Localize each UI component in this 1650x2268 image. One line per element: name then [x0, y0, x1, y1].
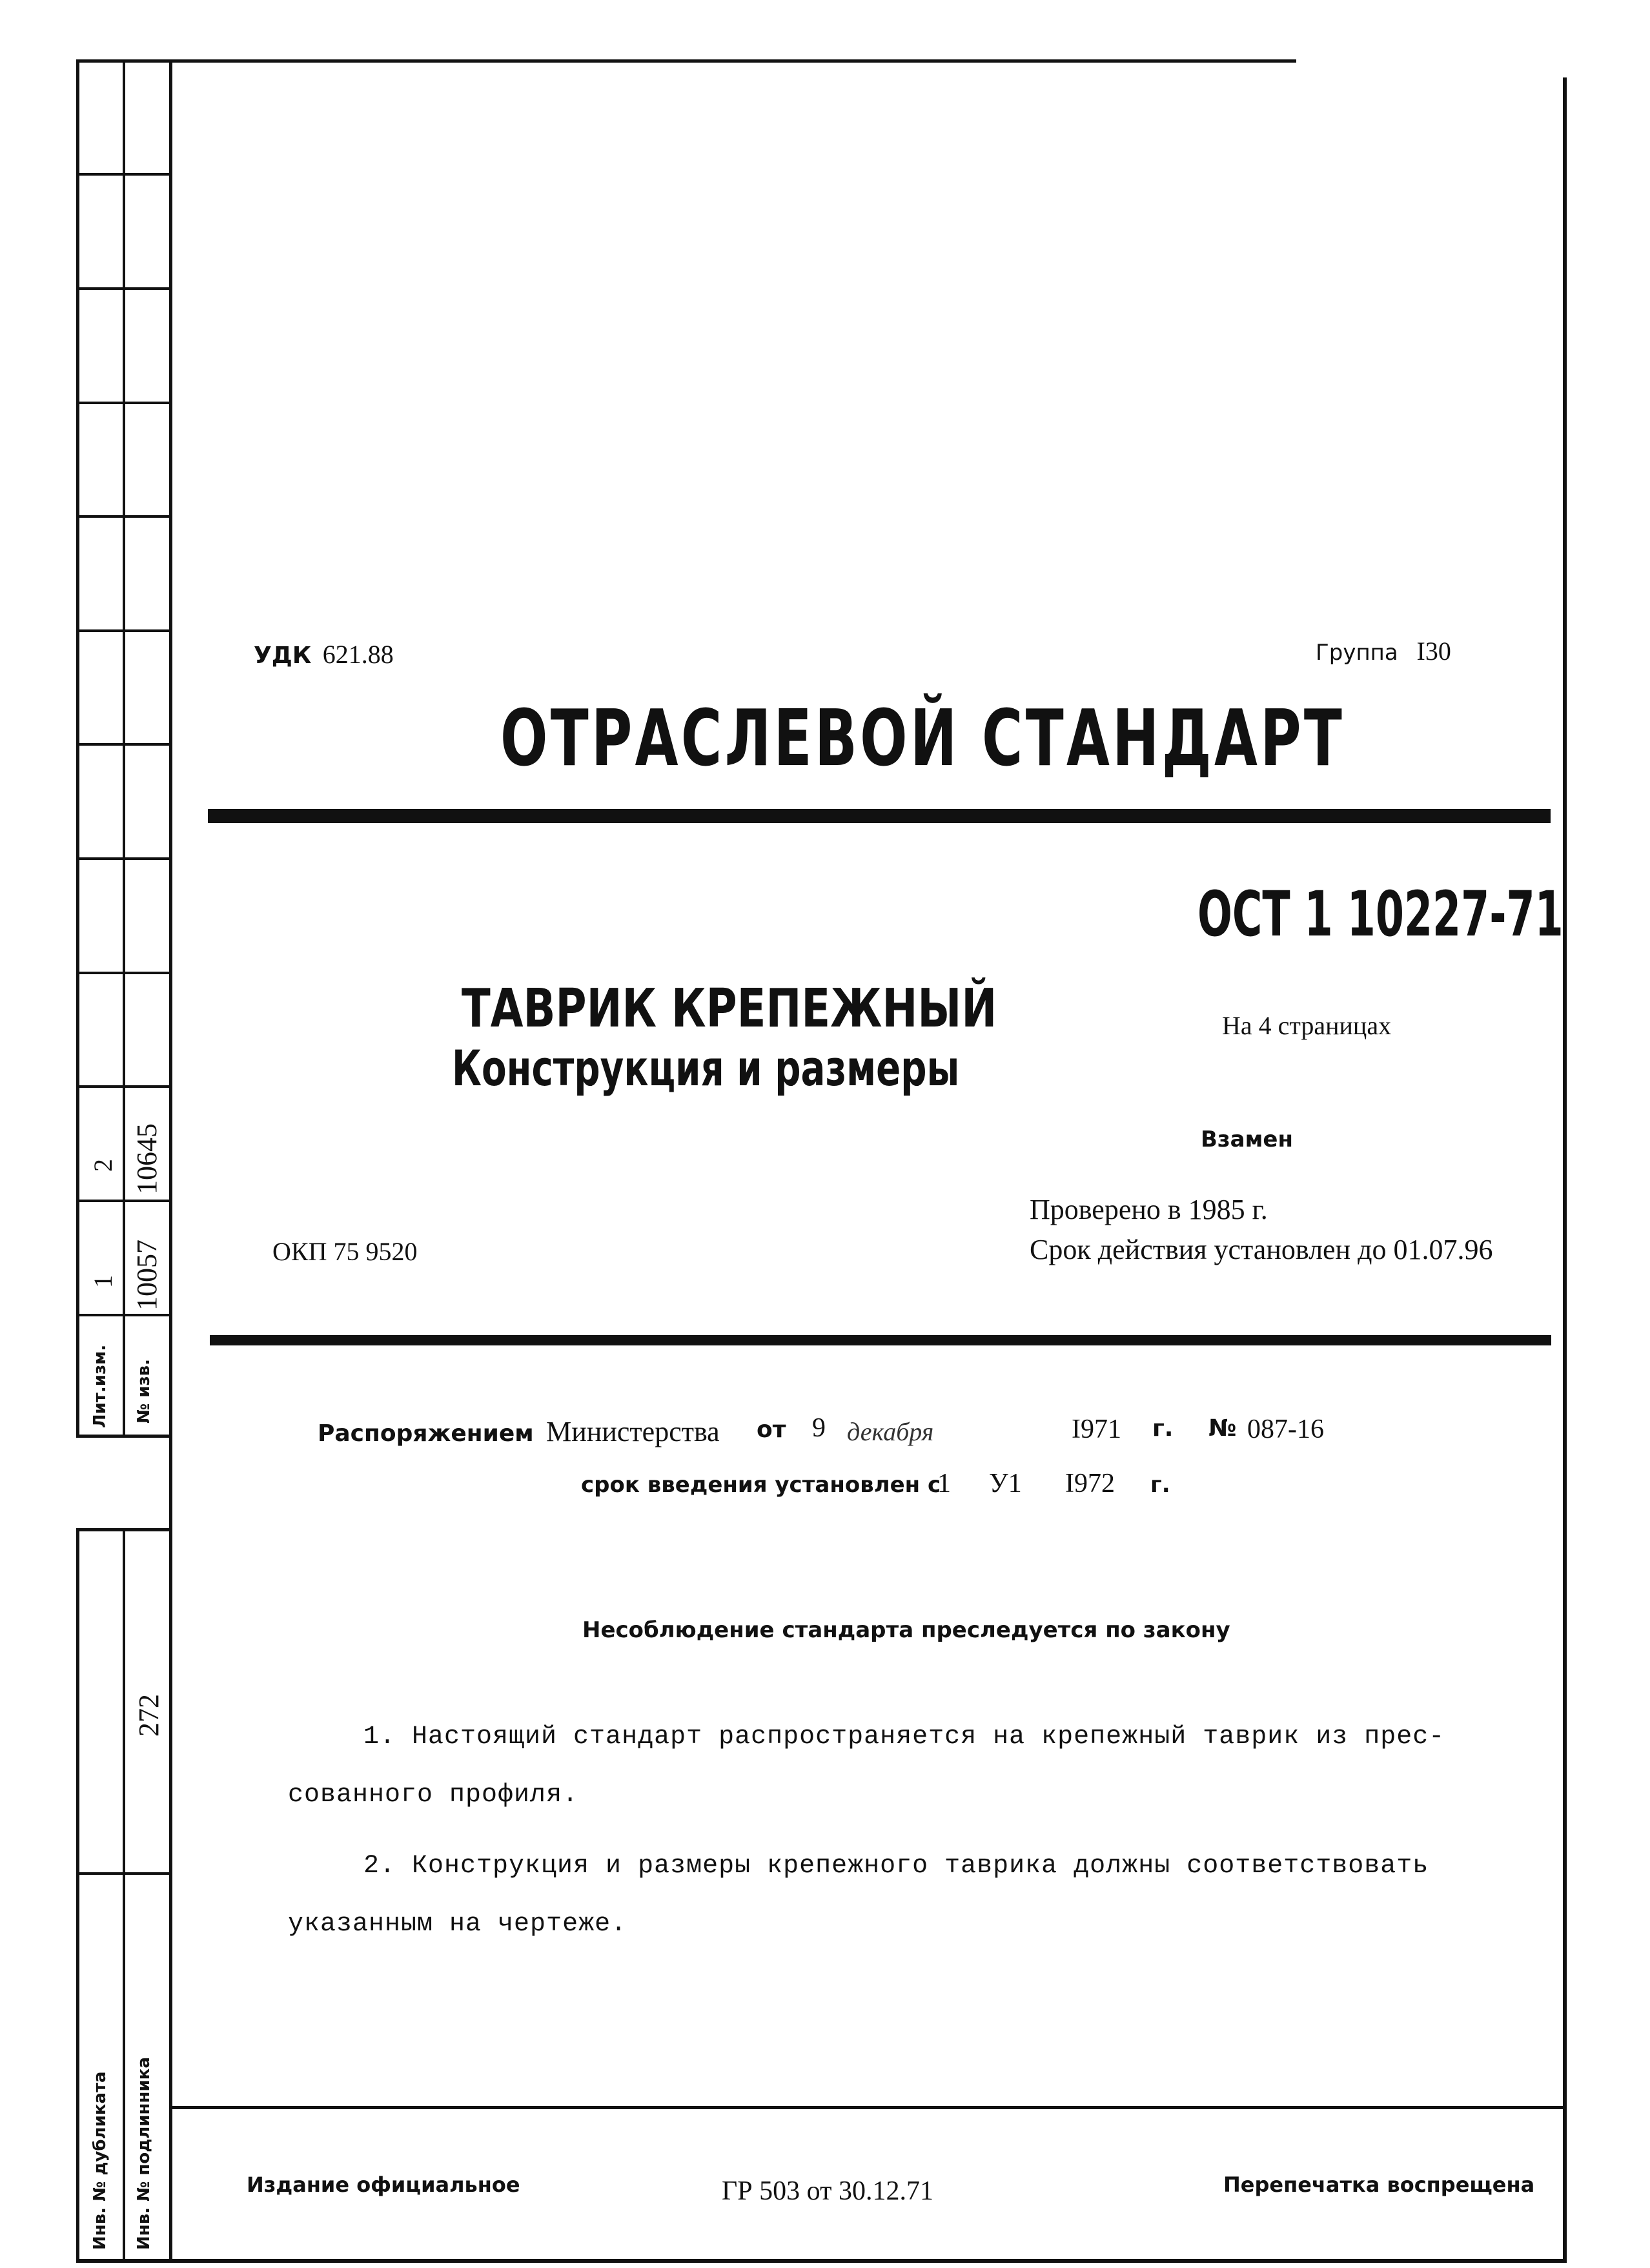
order-from: от: [757, 1416, 786, 1443]
okp-code: ОКП 75 9520: [272, 1237, 418, 1266]
legal-warning: Несоблюдение стандарта преследуется по закону: [582, 1617, 1230, 1643]
footer-official-edition: Издание официальное: [247, 2172, 520, 2197]
order-year: I971: [1072, 1415, 1121, 1444]
designation-thick-rule: [210, 1335, 1551, 1345]
stamp-label-duplicate-inventory: Инв. № дубликата: [90, 2071, 110, 2250]
frame-bottom-line: [76, 2259, 1567, 2263]
order-line: [318, 1415, 720, 1448]
standard-designation: ОСТ 1 10227-71: [1197, 878, 1563, 950]
udk-label: УДК: [254, 642, 312, 669]
footer-reprint-prohibited: Перепечатка воспрещена: [1223, 2172, 1535, 2197]
effective-day: 1: [937, 1469, 951, 1498]
order-ministry: Министерства: [546, 1416, 720, 1447]
paragraph-2-line-2: указанным на чертеже.: [288, 1910, 627, 1939]
stamp-label-notice-number: № изв.: [134, 1359, 154, 1424]
subject-subtitle: Конструкция и размеры: [452, 1039, 960, 1097]
subject-name: ТАВРИК КРЕПЕЖНЫЙ: [462, 978, 997, 1039]
effective-label: срок введения установлен с: [581, 1472, 941, 1498]
stamp-label-original-inventory: Инв. № подлинника: [134, 2057, 154, 2250]
effective-year: I972: [1065, 1469, 1115, 1498]
pages-note: На 4 страницах: [1222, 1011, 1392, 1040]
footer-registration: ГР 503 от 30.12.71: [722, 2176, 933, 2206]
frame-top-line: [76, 59, 1296, 63]
effective-month: У1: [989, 1469, 1022, 1498]
checked-note: Проверено в 1985 г.: [1030, 1194, 1268, 1225]
effective-year-suffix: г.: [1150, 1472, 1170, 1498]
validity-note: Срок действия установлен до 01.07.96: [1030, 1234, 1493, 1265]
order-year-suffix: г.: [1152, 1415, 1174, 1442]
udk-value: 621.88: [322, 640, 394, 669]
order-day: 9: [812, 1413, 826, 1443]
replaces-label: Взамен: [1201, 1127, 1293, 1152]
order-number-label: №: [1208, 1415, 1237, 1442]
stamp-label-change-letter: Лит.изм.: [90, 1344, 110, 1428]
order-month: декабря: [847, 1417, 934, 1446]
paragraph-2-line-1: 2. Конструкция и размеры крепежного таврика должны соответствовать: [363, 1852, 1429, 1881]
frame-right-line: [1563, 77, 1567, 2263]
stamp-change-letter-2: 2: [88, 1159, 117, 1172]
group-value: I30: [1416, 637, 1451, 666]
stamp-change-letter-1: 1: [88, 1275, 117, 1288]
header-thick-rule: [208, 809, 1551, 823]
group-line: [1316, 636, 1451, 666]
frame-inner-left-line: [169, 59, 172, 2261]
standard-type-title: ОТРАСЛЕВОЙ СТАНДАРТ: [500, 694, 1345, 784]
paragraph-1-line-1: 1. Настоящий стандарт распространяется на крепежный таврик из прес-: [363, 1722, 1445, 1752]
group-label: Группа: [1316, 640, 1398, 666]
order-number: 087-16: [1247, 1415, 1324, 1444]
stamp-notice-number-10645: 10645: [131, 1123, 163, 1194]
udk-line: [254, 639, 394, 669]
footer-rule: [169, 2106, 1567, 2109]
stamp-duplicate-value-272: 272: [133, 1694, 165, 1737]
stamp-notice-number-10057: 10057: [131, 1240, 163, 1311]
order-label: Распоряжением: [318, 1420, 534, 1447]
paragraph-1-line-2: сованного профиля.: [288, 1781, 579, 1810]
